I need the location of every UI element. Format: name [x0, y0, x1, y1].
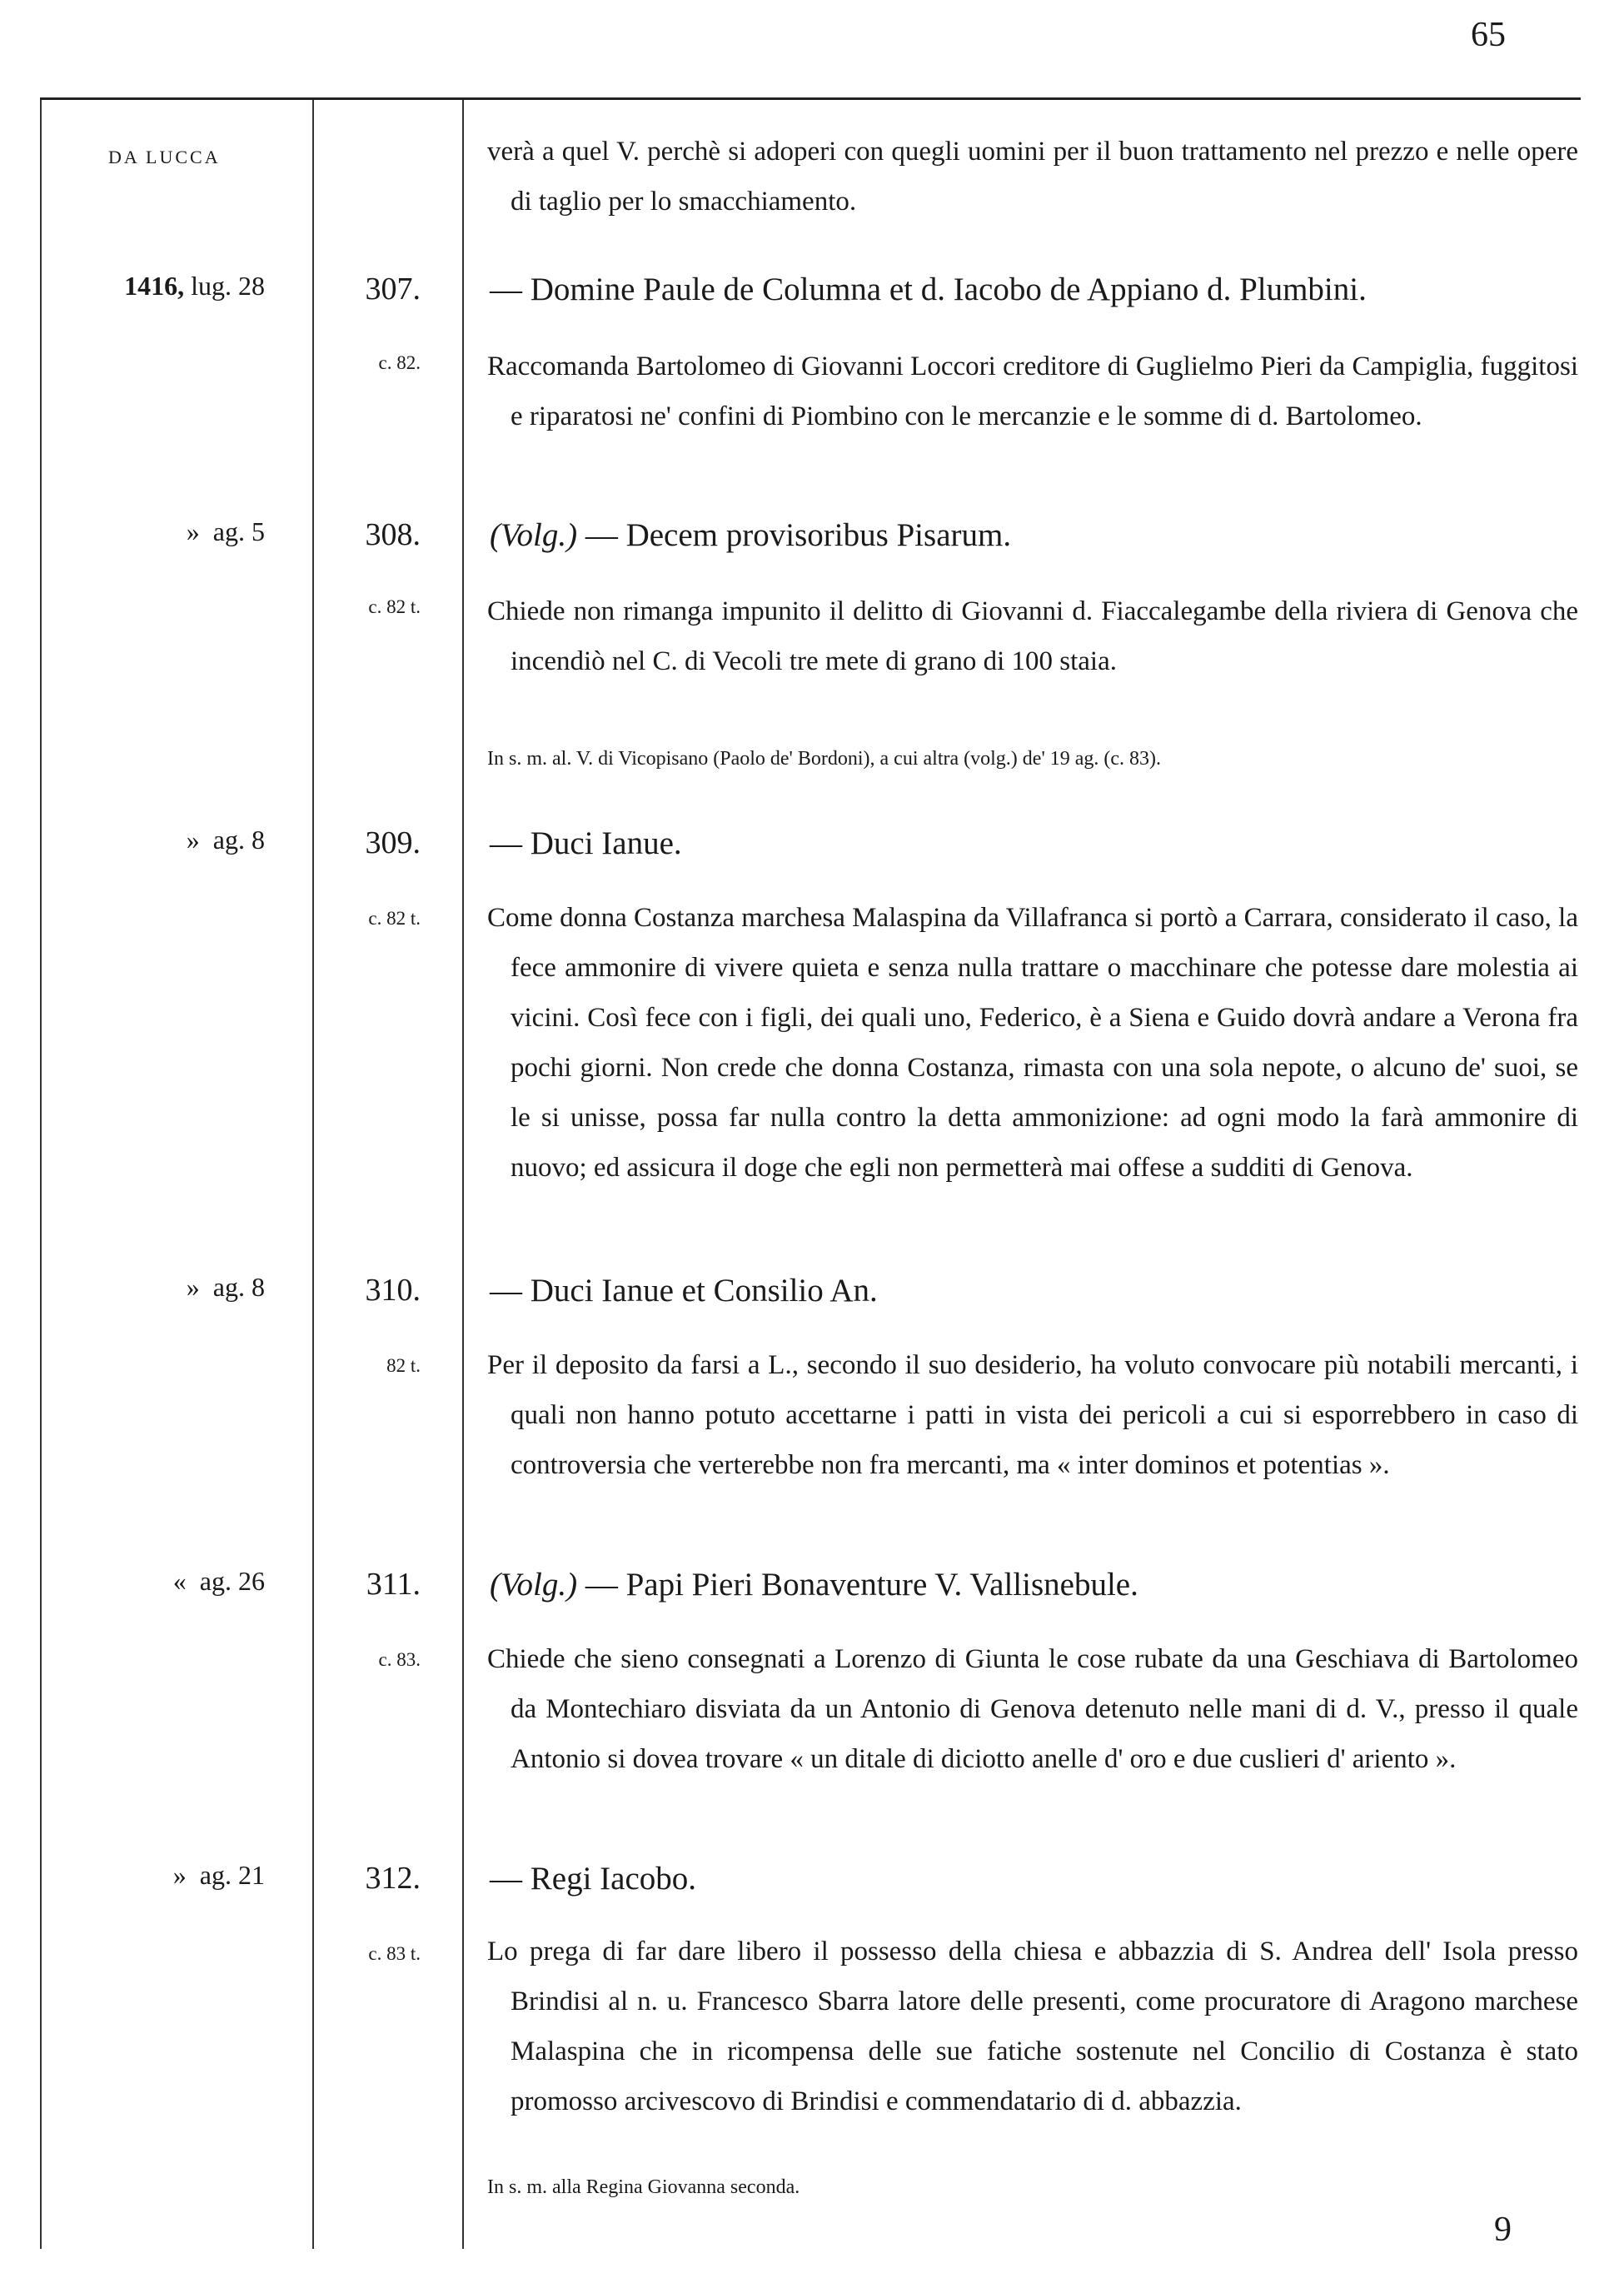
entry-number: 312.: [365, 1861, 421, 1896]
entry-text: Chiede non rimanga impunito il delitto di Giovanni d. Fiaccalegambe della riviera di Genova che incendiò nel C. di Vecoli tre mete di grano di 100 staia.: [487, 596, 1578, 676]
entry-folio: c. 83 t.: [368, 1943, 421, 1964]
entry-folio: c. 83.: [378, 1649, 421, 1670]
entry-number: 307.: [365, 272, 421, 307]
entry-number: 309.: [365, 825, 421, 860]
entry-date: » ag. 8: [186, 825, 265, 855]
top-rule: [40, 97, 1581, 100]
entry-number: 310.: [365, 1273, 421, 1308]
entry-number: 308.: [365, 517, 421, 552]
signature-mark: 9: [1494, 2211, 1512, 2249]
entry-heading: — Duci Ianue.: [490, 825, 682, 861]
column-head: DA LUCCA: [108, 147, 221, 167]
entry-date: « ag. 26: [172, 1566, 265, 1596]
entry-text: Raccomanda Bartolomeo di Giovanni Loccori creditore di Guglielmo Pieri da Campiglia, fuggitosi e riparatosi ne' confini di Piombino con le mercanzie e le somme di d. Bartolomeo.: [487, 351, 1578, 431]
entry-date: » ag. 21: [172, 1860, 265, 1890]
entry-note: In s. m. al. V. di Vicopisano (Paolo de' Bordoni), a cui altra (volg.) de' 19 ag. (c. 83).: [487, 748, 1162, 770]
entry-heading: — Duci Ianue et Consilio An.: [490, 1273, 878, 1308]
entry-folio: 82 t.: [386, 1355, 421, 1376]
entry-text: Per il deposito da farsi a L., secondo il suo desiderio, ha voluto convocare più notabili mercanti, i quali non hanno potuto accettarne i patti in vista dei pericoli a cui si esporrebbero in caso di controversia che verterebbe non fra mercanti, ma « inter dominos et potentias ».: [487, 1350, 1578, 1480]
column-rule-number: [462, 100, 464, 2249]
entry-date: » ag. 8: [186, 1272, 265, 1302]
entry-number: 311.: [366, 1567, 421, 1602]
entry-text: Lo prega di far dare libero il possesso della chiesa e abbazzia di S. Andrea dell' Isola presso Brindisi al n. u. Francesco Sbarra latore delle presenti, come procuratore di Aragono marchese Malaspina che in ricompensa delle sue fatiche sostenute nel Concilio di Costanza è stato promosso arcivescovo di Brindisi e commendatario di d. abbazzia.: [487, 1937, 1578, 2116]
entry-date: » ag. 5: [186, 516, 265, 546]
entry-date: 1416, lug. 28: [124, 271, 265, 301]
entry-folio: c. 82 t.: [368, 596, 421, 617]
entry-folio: c. 82.: [378, 352, 421, 373]
entry-heading: (Volg.) — Papi Pieri Bonaventure V. Vallisnebule.: [490, 1567, 1138, 1603]
entry-heading: (Volg.) — Decem provisoribus Pisarum.: [490, 517, 1012, 553]
page-number: 65: [1471, 16, 1506, 54]
entry-folio: c. 82 t.: [368, 908, 421, 929]
entry-heading: — Domine Paule de Columna et d. Iacobo de Appiano d. Plumbini.: [490, 272, 1367, 307]
intro-text: verà a quel V. perchè si adoperi con quegli uomini per il buon trattamento nel prezzo e nelle opere di taglio per lo smacchiamento.: [487, 137, 1578, 217]
entry-text: Chiede che sieno consegnati a Lorenzo di Giunta le cose rubate da una Geschiava di Bartolomeo da Montechiaro disviata da un Antonio di Genova detenuto nelle mani di d. V., presso il quale Antonio si dovea trovare « un ditale di diciotto anelle d' oro e due cuslieri d' ariento ».: [487, 1644, 1578, 1774]
entry-note: In s. m. alla Regina Giovanna seconda.: [487, 2176, 800, 2198]
column-rule-date: [312, 100, 314, 2249]
entry-heading: — Regi Iacobo.: [490, 1861, 697, 1897]
entry-text: Come donna Costanza marchesa Malaspina da Villafranca si portò a Carrara, considerato il caso, la fece ammonire di vivere quieta e senza nulla trattare o macchinare che potesse dare molestia ai vicini. Così fece con i figli, dei quali uno, Federico, è a Siena e Guido dovrà andare a Verona fra pochi giorni. Non crede che donna Costanza, rimasta con una sola nepote, o alcuno de' suoi, se le si unisse, possa far nulla contro la detta ammonizione: ad ogni modo la farà ammonire di nuovo; ed assicura il doge che egli non permetterà mai offese a sudditi di Genova.: [487, 903, 1578, 1183]
column-rule-left: [40, 100, 42, 2249]
